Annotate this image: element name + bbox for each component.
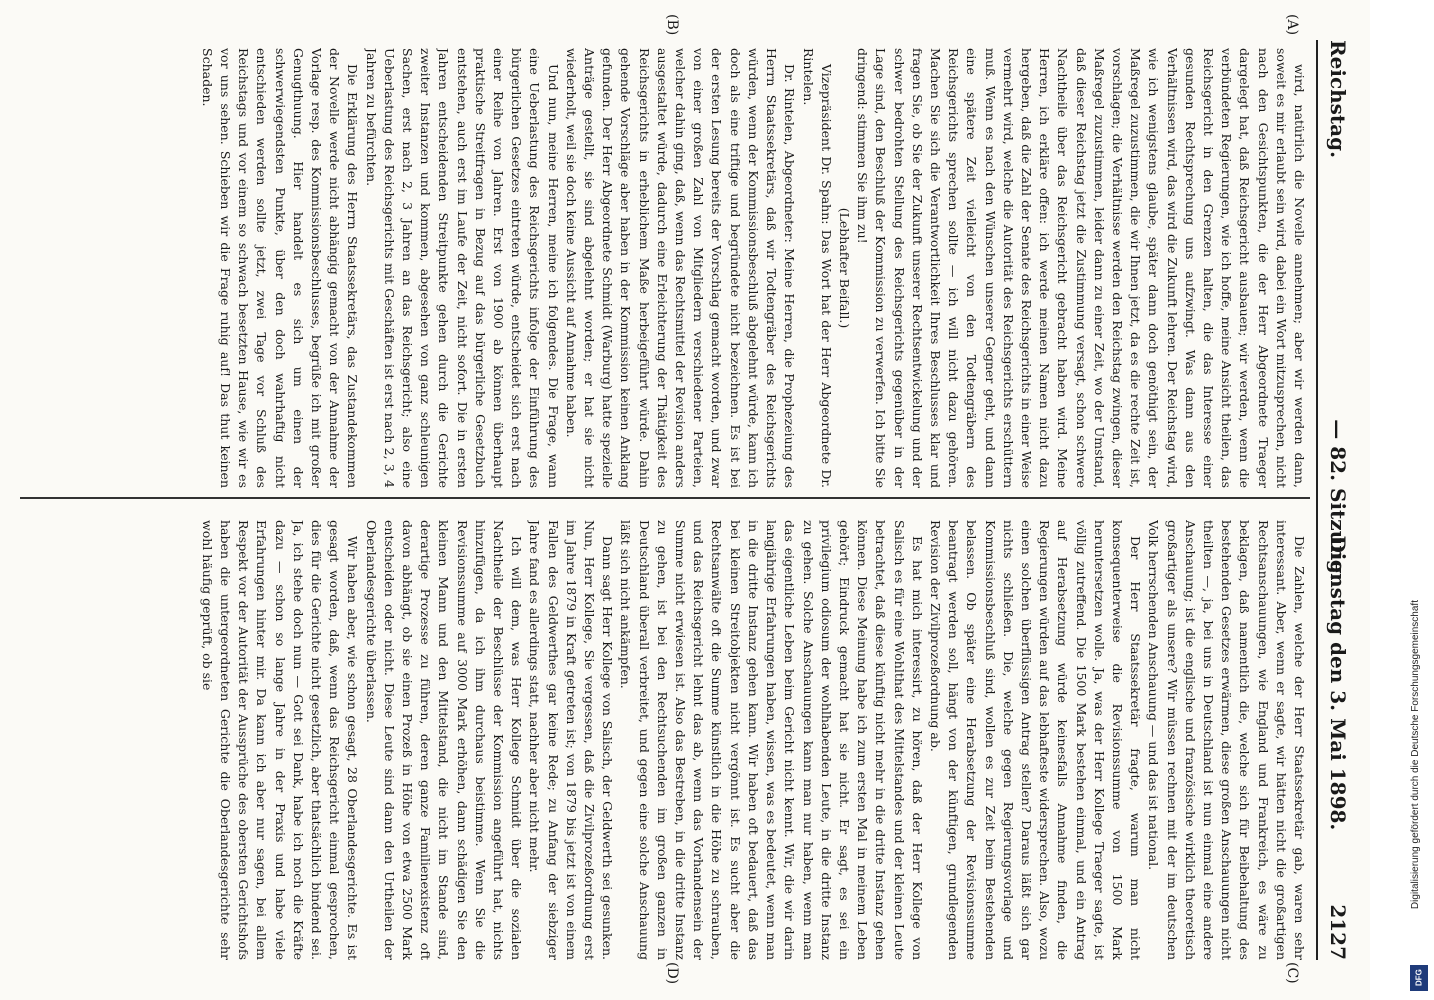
paragraph: Wir haben aber, wie schon gesagt, 28 Oberlandesgerichte. Es ist gesagt worden, daß, wenn das Reichsgericht einmal gesprochen, dies für die Gerichte nicht gesetzlich, aber thatsächlich bindend sei. Ja, ich stehe doch nun — Gott sei Dank, habe ich noch die Kräfte dazu — schon so lange Jahre in der Praxis und habe viele Erfahrungen hinter mir. Da kann ich aber nur sagen, bei allem Respekt vor der Autorität der Aussprüche des obersten Gerichtshofs haben die untergeordneten Gerichte die Oberlandesgerichte sehr wohl häufig geprüft, ob sie — [199, 520, 361, 960]
dfg-logo: DFG — [1410, 965, 1428, 991]
margin-letter-a: (A) — [1284, 14, 1300, 36]
header-date: Dienstag den 3. Mai 1898. — [1326, 535, 1350, 831]
right-column — [18, 520, 1308, 960]
paragraph: Vizepräsident Dr. Spahn: Das Wort hat der Herr Abgeordnete Dr. Rintelen. — [800, 48, 834, 488]
paragraph: Dr. Rintelen, Abgeordneter: Meine Herren, die Prophezeiung des Herrn Staatssekretärs, daß wir Todtengräber des Reichsgerichts würden, wenn der Kommissionsbeschluß abgelehnt würde, kann ich doch als eine triftige und begründete nicht bezeichnen. Es ist bei der ersten Lesung bereits der Vorschlag gemacht worden, und zwar von einer großen Zahl von Mitgliedern verschiedener Parteien, welcher dahin ging, daß, wenn das Rechtsmittel der Revision anders ausgestaltet würde, dadurch eine Erleichterung der Thätigkeit des Reichsgerichts in erheblichem Maße herbeigeführt würde. Dahin gehende Vorschläge aber haben in der Kommission keinen Anklang gefunden. Der Herr Abgeordnete Schmidt (Warburg) hatte spezielle Anträge gestellt, sie sind abgelehnt worden; er hat sie nicht wiederholt, weil sie doch keine Aussicht auf Annahme haben. — [563, 48, 798, 488]
margin-letter-b: (B) — [664, 14, 680, 36]
margin-letter-d: (D) — [664, 962, 680, 985]
paragraph: Und nun, meine Herren, meine ich folgendes. Die Frage, wann eine Ueberlastung des Reichsgerichts infolge der Einführung des bürgerlichen Gesetzes eintreten würde, entscheidet sich erst nach einer Reihe von Jahren. Erst von 1900 ab können überhaupt praktische Streitfragen in Bezug auf das bürgerliche Gesetzbuch entstehen, auch erst im Laufe der Zeit, nicht sofort. Die in ersten Jahren entscheidenden Streitpunkte gehen durch die Gerichte zweiter Instanzen und kommen, abgesehen von ganz schleunigen Sachen, erst nach 2, 3 Jahren an das Reichsgericht; also eine Ueberlastung des Reichsgerichts mit Geschäften ist erst nach 2, 3, 4 Jahren zu befürchten. — [363, 48, 561, 488]
header-right — [1326, 535, 1350, 960]
margin-letter-c: (C) — [1284, 962, 1300, 984]
paragraph: wird, natürlich die Novelle annehmen; aber wir werden dann, soweit es mir erlaubt sein wird, dabei ein Wort mitzusprechen, nicht nach den Gesichtspunkten, die der Herr Abgeordnete Traeger dargelegt hat, daß Reichsgericht ausbauen; wir werden, wenn die verbündeten Regierungen, wie ich hoffe, meine Ansicht theilen, das Reichsgericht in den Grenzen halten, die das Interesse einer gesunden Rechtsprechung uns aufzwingt. Was dann aus den Verhältnissen wird, das wird die Zukunft lehren. Der Reichstag wird, wie ich wenigstens glaube, später dann doch genöthigt sein, der Maßregel zuzustimmen, die wir Ihnen jetzt, da es die rechte Zeit ist, vorschlagen; die Verhältnisse werden den Reichstag zwingen, dieser Maßregel zuzustimmen, leider dann zu einer Zeit, wo der Umstand, daß dieser Reichstag jetzt die Zustimmung versagt, schon schwere Nachtheile über das Reichsgericht gebracht haben wird. Meine Herren, ich erkläre offen: ich werde meinen Namen nicht dazu hergeben, daß die Zahl der Senate des Reichsgerichts in einer Weise vermehrt wird, welche die Autorität des Reichsgerichts erschüttern muß. Wenn es nach den Wünschen unserer Gegner geht, und dann eine spätere Zeit vielleicht von den Todtengräbern des Reichsgerichts sprechen sollte — ich will nicht dazu gehören. Machen Sie sich die Verantwortlichkeit Ihres Beschlusses klar und fragen Sie, ob Sie der Zukunft unserer Rechtsentwickelung und der schwer bedrohten Stellung des Reichsgerichts gegenüber in der Lage sind, den Beschluß der Kommission zu verwerfen. Ich bitte Sie dringend: stimmen Sie ihm zu! — [855, 48, 1307, 488]
header-rule — [1316, 40, 1318, 960]
page-header — [1322, 40, 1352, 960]
column-divider — [20, 497, 1310, 499]
page-number: 2127 — [1326, 904, 1350, 960]
left-column — [18, 48, 1308, 488]
paragraph: Die Erklärung des Herrn Staatssekretärs, das Zustandekommen der Novelle werde nicht abhängig gemacht von der Annahme der Vorlage resp. des Kommissionsbeschlusses, begrüße ich mit großer Genugthuung. Hier handelt es sich um einen der schwerwiegendsten Punkte, über den doch wahrhaftig nicht entschieden werden sollte jetzt, zwei Tage vor Schluß des Reichstags und vor einem so schwach besetzten Hause, wie wir es vor uns sehen. Schieben wir die Frage ruhig auf! Das thut keinen Schaden. — [199, 48, 361, 488]
header-session: — 82. Sitzung. — [1326, 419, 1350, 581]
paragraph: Die Zahlen, welche der Herr Staatssekretär gab, waren sehr interessant. Aber, wenn er sagte, wir hätten nicht die großartigen Rechtsanschauungen, wie England und Frankreich, es wäre zu beklagen, daß namentlich die, welche sich für Beibehaltung des bestehenden Gesetzes erwärmen, diese großen Anschauungen nicht theilten —, ja, bei uns in Deutschland ist nun einmal eine andere Anschauung; ist die englische und französische wirklich theoretisch großartiger als unsere? Wir müssen rechnen mit der im deutschen Volk herrschenden Anschauung — und das ist national. — [1146, 520, 1307, 960]
paragraph: Ich will dem, was Herr Kollege Schmidt über die sozialen Nachtheile der Beschlüsse der Kommission angeführt hat, nichts hinzufügen, da ich ihm durchaus beistimme. Wenn Sie die Revisionssumme auf 3000 Mark erhöhen, dann schädigen Sie den kleinen Mann und den Mittelstand, die nicht im Stande sind, derartige Prozesse zu führen, deren ganze Familienexistenz oft davon abhängt, ob sie einen Prozeß in Höhe von etwa 2500 Mark entscheiden oder nicht. Diese Leute sind dann den Urtheilen der Oberlandesgerichte überlassen. — [363, 520, 525, 960]
paragraph: Es hat mich interessirt, zu hören, daß der Herr Kollege von Salisch es für eine Wohlthat des Mittelstandes und der kleinen Leute betrachtet, daß diese künftig nicht mehr in die dritte Instanz gehen können. Diese Meinung habe ich zum ersten Mal in meinem Leben gehört; Eindruck gemacht hat sie nicht. Er sagt, es sei ein privilegium odiosum der wohlhabenden Leute, in die dritte Instanz zu gehen. Solche Anschauungen kann man nur haben, wenn man das eigentliche Leben beim Gericht nicht kennt. Wir, die wir darin langjährige Erfahrungen haben, wissen, was es bedeutet, wenn man in die dritte Instanz gehen kann. Wir haben oft bedauert, daß das bei kleinen Streitobjekten nicht vergönnt ist. Es sucht aber die Rechtsanwälte oft die Summe künstlich in die Höhe zu schrauben, und das Reichsgericht lehnt das ab, wenn das Vorhandensein der Summe nicht erwiesen ist. Also das Bestreben, in die dritte Instanz zu gehen, ist bei den Rechtsuchenden im großen ganzen in Deutschland überall verbreitet, und gegen eine solche Anschauung läßt sich nicht ankämpfen. — [618, 520, 925, 960]
header-left: Reichstag. — [1326, 40, 1350, 159]
applause-note: (Lebhafter Beifall.) — [836, 207, 852, 329]
paragraph: Dann sagt Herr Kollege von Salisch, der Geldwerth sei gesunken. Nun, Herr Kollege, Sie vergessen, daß die Zivilprozeßordnung erst im Jahre 1879 in Kraft getreten ist; von 1879 bis jetzt ist von einem Fallen des Geldwerthes gar keine Rede; zu Anfang der siebziger Jahre fand es allerdings statt, nachher aber nicht mehr. — [527, 520, 616, 960]
digitization-note: Digitalisierung gefördert durch die Deutsche Forschungsgemeinschaft — [1410, 600, 1421, 910]
paragraph: Der Herr Staatssekretär fragte, warum man nicht konsequenterweise die Revisionssumme von 1500 Mark heruntersetzen wolle. Ja, was der Herr Kollege Traeger sagte, ist völlig zutreffend. Die 1500 Mark bestehen einmal, und ein Antrag auf Herabsetzung würde keinesfalls Annahme finden, die Regierungen würden auf das lebhafteste widersprechen. Also, wozu einen solchen überflüssigen Antrag stellen? Daraus läßt sich gar nichts schließen. Die, welche gegen Regierungsvorlage und Kommissionsbeschluß sind, wollen es zur Zeit beim Bestehenden belassen. Ob später eine Herabsetzung der Revisionssumme beantragt werden soll, hängt von der künftigen, grundlegenden Revision der Zivilprozeßordnung ab. — [927, 520, 1144, 960]
